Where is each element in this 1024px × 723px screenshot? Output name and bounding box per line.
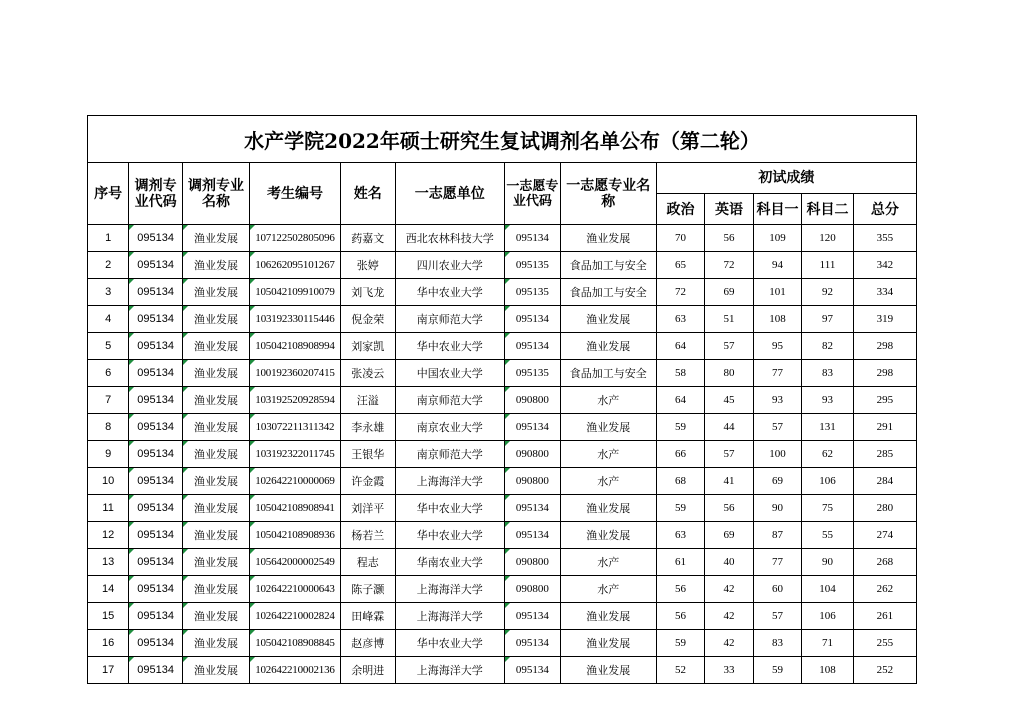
cell-first-code: 095134 [504,414,560,441]
cell-first-unit: 华南农业大学 [395,549,504,576]
cell-total: 280 [853,495,916,522]
cell-subject1: 77 [753,549,802,576]
cell-adj-name: 渔业发展 [182,333,249,360]
cell-exam-id: 106262095101267 [250,252,341,279]
cell-exam-id: 105042108908994 [250,333,341,360]
cell-name: 刘家凯 [340,333,395,360]
cell-first-major: 渔业发展 [560,657,656,684]
header-seq: 序号 [88,163,129,225]
cell-total: 298 [853,333,916,360]
cell-english: 33 [705,657,754,684]
cell-total: 319 [853,306,916,333]
header-first-major: 一志愿专业名称 [560,163,656,225]
cell-first-unit: 南京农业大学 [395,414,504,441]
cell-exam-id: 102642210002824 [250,603,341,630]
cell-english: 56 [705,225,754,252]
table-row [88,306,917,333]
cell-total: 295 [853,387,916,414]
header-adj-code: 调剂专业代码 [129,163,183,225]
cell-politics: 64 [656,387,705,414]
cell-total: 268 [853,549,916,576]
header-subject1: 科目一 [753,194,802,225]
cell-adj-code: 095134 [129,252,183,279]
cell-first-code: 095135 [504,279,560,306]
cell-adj-code: 095134 [129,387,183,414]
cell-adj-code: 095134 [129,549,183,576]
table-row [88,549,917,576]
cell-english: 80 [705,360,754,387]
cell-first-code: 090800 [504,441,560,468]
admission-table [87,115,917,684]
cell-name: 田峰霖 [340,603,395,630]
cell-seq: 13 [88,549,129,576]
cell-exam-id: 105042108908941 [250,495,341,522]
cell-exam-id: 103192322011745 [250,441,341,468]
cell-subject2: 90 [802,549,854,576]
cell-adj-code: 095134 [129,495,183,522]
cell-seq: 9 [88,441,129,468]
cell-english: 42 [705,603,754,630]
header-subject2: 科目二 [802,194,854,225]
cell-subject1: 57 [753,414,802,441]
cell-politics: 68 [656,468,705,495]
cell-english: 57 [705,333,754,360]
cell-first-major: 渔业发展 [560,630,656,657]
cell-adj-code: 095134 [129,576,183,603]
table-row [88,387,917,414]
cell-name: 倪金荣 [340,306,395,333]
cell-subject2: 92 [802,279,854,306]
table-row [88,441,917,468]
cell-politics: 65 [656,252,705,279]
cell-name: 张婷 [340,252,395,279]
table-row [88,630,917,657]
cell-english: 41 [705,468,754,495]
cell-exam-id: 100192360207415 [250,360,341,387]
cell-first-major: 食品加工与安全 [560,360,656,387]
cell-seq: 2 [88,252,129,279]
cell-total: 334 [853,279,916,306]
cell-subject2: 131 [802,414,854,441]
cell-subject2: 104 [802,576,854,603]
cell-subject1: 87 [753,522,802,549]
cell-name: 陈子灏 [340,576,395,603]
cell-first-code: 095135 [504,252,560,279]
header-name: 姓名 [340,163,395,225]
cell-subject2: 75 [802,495,854,522]
cell-politics: 72 [656,279,705,306]
cell-seq: 11 [88,495,129,522]
cell-first-code: 095134 [504,522,560,549]
cell-first-major: 渔业发展 [560,414,656,441]
cell-subject1: 59 [753,657,802,684]
cell-adj-name: 渔业发展 [182,279,249,306]
table-row [88,603,917,630]
cell-first-major: 渔业发展 [560,306,656,333]
header-exam-id: 考生编号 [250,163,341,225]
cell-first-code: 095134 [504,495,560,522]
cell-subject2: 83 [802,360,854,387]
cell-subject1: 77 [753,360,802,387]
cell-first-major: 食品加工与安全 [560,252,656,279]
cell-exam-id: 107122502805096 [250,225,341,252]
cell-politics: 56 [656,603,705,630]
cell-subject1: 69 [753,468,802,495]
cell-subject2: 108 [802,657,854,684]
cell-subject1: 57 [753,603,802,630]
cell-exam-id: 103192520928594 [250,387,341,414]
cell-seq: 15 [88,603,129,630]
cell-first-unit: 上海海洋大学 [395,576,504,603]
cell-subject1: 108 [753,306,802,333]
cell-name: 许金霞 [340,468,395,495]
cell-politics: 58 [656,360,705,387]
cell-name: 李永雄 [340,414,395,441]
cell-first-major: 渔业发展 [560,225,656,252]
cell-first-unit: 上海海洋大学 [395,468,504,495]
cell-first-major: 水产 [560,387,656,414]
cell-subject2: 62 [802,441,854,468]
cell-adj-name: 渔业发展 [182,522,249,549]
cell-name: 刘洋平 [340,495,395,522]
cell-adj-code: 095134 [129,306,183,333]
cell-first-unit: 西北农林科技大学 [395,225,504,252]
cell-total: 342 [853,252,916,279]
cell-first-unit: 四川农业大学 [395,252,504,279]
cell-adj-code: 095134 [129,468,183,495]
table-row [88,225,917,252]
cell-adj-code: 095134 [129,522,183,549]
cell-english: 42 [705,576,754,603]
cell-english: 51 [705,306,754,333]
cell-name: 王银华 [340,441,395,468]
cell-name: 程志 [340,549,395,576]
cell-politics: 52 [656,657,705,684]
cell-seq: 17 [88,657,129,684]
table-row [88,468,917,495]
cell-exam-id: 105042108908936 [250,522,341,549]
cell-subject2: 97 [802,306,854,333]
cell-exam-id: 105042109910079 [250,279,341,306]
cell-first-major: 水产 [560,441,656,468]
page-title: 水产学院2022年硕士研究生复试调剂名单公布（第二轮） [88,116,917,163]
cell-first-unit: 南京师范大学 [395,441,504,468]
cell-exam-id: 102642210000643 [250,576,341,603]
cell-politics: 59 [656,414,705,441]
cell-exam-id: 105042108908845 [250,630,341,657]
cell-seq: 16 [88,630,129,657]
cell-first-unit: 南京师范大学 [395,387,504,414]
cell-politics: 63 [656,306,705,333]
cell-politics: 66 [656,441,705,468]
cell-total: 284 [853,468,916,495]
header-total: 总分 [853,194,916,225]
cell-english: 44 [705,414,754,441]
cell-adj-code: 095134 [129,657,183,684]
cell-first-unit: 华中农业大学 [395,630,504,657]
cell-seq: 1 [88,225,129,252]
cell-seq: 8 [88,414,129,441]
header-scores-group: 初试成绩 [656,163,916,194]
cell-first-code: 095134 [504,657,560,684]
cell-politics: 59 [656,630,705,657]
cell-adj-code: 095134 [129,441,183,468]
cell-adj-code: 095134 [129,414,183,441]
cell-english: 40 [705,549,754,576]
cell-adj-code: 095134 [129,333,183,360]
cell-first-unit: 上海海洋大学 [395,603,504,630]
cell-first-code: 095134 [504,603,560,630]
cell-name: 刘飞龙 [340,279,395,306]
admission-list-sheet [87,115,917,684]
cell-adj-code: 095134 [129,603,183,630]
cell-first-code: 090800 [504,468,560,495]
cell-adj-name: 渔业发展 [182,495,249,522]
cell-total: 262 [853,576,916,603]
cell-adj-name: 渔业发展 [182,306,249,333]
cell-english: 42 [705,630,754,657]
cell-adj-name: 渔业发展 [182,603,249,630]
cell-total: 298 [853,360,916,387]
cell-subject1: 90 [753,495,802,522]
cell-first-major: 渔业发展 [560,333,656,360]
cell-subject1: 94 [753,252,802,279]
cell-subject1: 109 [753,225,802,252]
table-row [88,657,917,684]
cell-subject2: 120 [802,225,854,252]
cell-name: 赵彦博 [340,630,395,657]
cell-total: 274 [853,522,916,549]
cell-seq: 12 [88,522,129,549]
cell-seq: 4 [88,306,129,333]
cell-adj-name: 渔业发展 [182,630,249,657]
cell-subject1: 95 [753,333,802,360]
cell-total: 291 [853,414,916,441]
cell-name: 药嘉文 [340,225,395,252]
cell-total: 261 [853,603,916,630]
cell-english: 69 [705,279,754,306]
cell-first-unit: 上海海洋大学 [395,657,504,684]
table-row [88,279,917,306]
cell-adj-code: 095134 [129,225,183,252]
cell-first-code: 095134 [504,225,560,252]
cell-adj-name: 渔业发展 [182,549,249,576]
cell-first-unit: 中国农业大学 [395,360,504,387]
cell-subject2: 106 [802,603,854,630]
cell-politics: 64 [656,333,705,360]
cell-politics: 56 [656,576,705,603]
cell-adj-name: 渔业发展 [182,225,249,252]
cell-name: 汪溢 [340,387,395,414]
cell-seq: 5 [88,333,129,360]
cell-first-code: 090800 [504,576,560,603]
cell-adj-name: 渔业发展 [182,360,249,387]
cell-first-code: 095134 [504,306,560,333]
table-row [88,252,917,279]
cell-subject2: 106 [802,468,854,495]
table-row [88,333,917,360]
cell-adj-name: 渔业发展 [182,252,249,279]
cell-name: 杨若兰 [340,522,395,549]
cell-subject1: 83 [753,630,802,657]
cell-first-unit: 南京师范大学 [395,306,504,333]
cell-adj-code: 095134 [129,630,183,657]
cell-exam-id: 105642000002549 [250,549,341,576]
cell-exam-id: 103192330115446 [250,306,341,333]
table-row [88,522,917,549]
cell-subject1: 101 [753,279,802,306]
cell-first-code: 095134 [504,333,560,360]
table-row [88,414,917,441]
cell-total: 285 [853,441,916,468]
cell-first-code: 095135 [504,360,560,387]
cell-first-code: 090800 [504,387,560,414]
cell-adj-name: 渔业发展 [182,414,249,441]
cell-politics: 70 [656,225,705,252]
cell-first-major: 水产 [560,576,656,603]
cell-total: 255 [853,630,916,657]
cell-total: 252 [853,657,916,684]
cell-name: 余明进 [340,657,395,684]
cell-adj-code: 095134 [129,360,183,387]
cell-subject1: 93 [753,387,802,414]
cell-first-code: 090800 [504,549,560,576]
cell-subject2: 111 [802,252,854,279]
cell-seq: 14 [88,576,129,603]
header-politics: 政治 [656,194,705,225]
cell-subject1: 60 [753,576,802,603]
header-first-unit: 一志愿单位 [395,163,504,225]
cell-seq: 3 [88,279,129,306]
cell-english: 45 [705,387,754,414]
cell-subject2: 55 [802,522,854,549]
cell-first-code: 095134 [504,630,560,657]
table-row [88,576,917,603]
cell-first-major: 渔业发展 [560,495,656,522]
cell-adj-name: 渔业发展 [182,441,249,468]
cell-seq: 10 [88,468,129,495]
cell-first-major: 水产 [560,549,656,576]
cell-seq: 6 [88,360,129,387]
cell-first-major: 食品加工与安全 [560,279,656,306]
cell-adj-name: 渔业发展 [182,387,249,414]
cell-first-major: 水产 [560,468,656,495]
table-row [88,495,917,522]
cell-first-unit: 华中农业大学 [395,495,504,522]
header-first-code: 一志愿专业代码 [504,163,560,225]
cell-name: 张凌云 [340,360,395,387]
cell-subject1: 100 [753,441,802,468]
cell-total: 355 [853,225,916,252]
cell-exam-id: 102642210002136 [250,657,341,684]
table-row [88,360,917,387]
cell-exam-id: 103072211311342 [250,414,341,441]
cell-english: 57 [705,441,754,468]
cell-seq: 7 [88,387,129,414]
cell-exam-id: 102642210000069 [250,468,341,495]
cell-first-unit: 华中农业大学 [395,333,504,360]
cell-politics: 63 [656,522,705,549]
cell-adj-name: 渔业发展 [182,576,249,603]
cell-subject2: 71 [802,630,854,657]
cell-first-unit: 华中农业大学 [395,279,504,306]
cell-english: 56 [705,495,754,522]
header-english: 英语 [705,194,754,225]
cell-english: 69 [705,522,754,549]
cell-politics: 59 [656,495,705,522]
header-adj-name: 调剂专业名称 [182,163,249,225]
cell-first-unit: 华中农业大学 [395,522,504,549]
cell-politics: 61 [656,549,705,576]
cell-adj-code: 095134 [129,279,183,306]
cell-adj-name: 渔业发展 [182,468,249,495]
cell-subject2: 82 [802,333,854,360]
cell-first-major: 渔业发展 [560,522,656,549]
cell-english: 72 [705,252,754,279]
cell-adj-name: 渔业发展 [182,657,249,684]
cell-first-major: 渔业发展 [560,603,656,630]
cell-subject2: 93 [802,387,854,414]
